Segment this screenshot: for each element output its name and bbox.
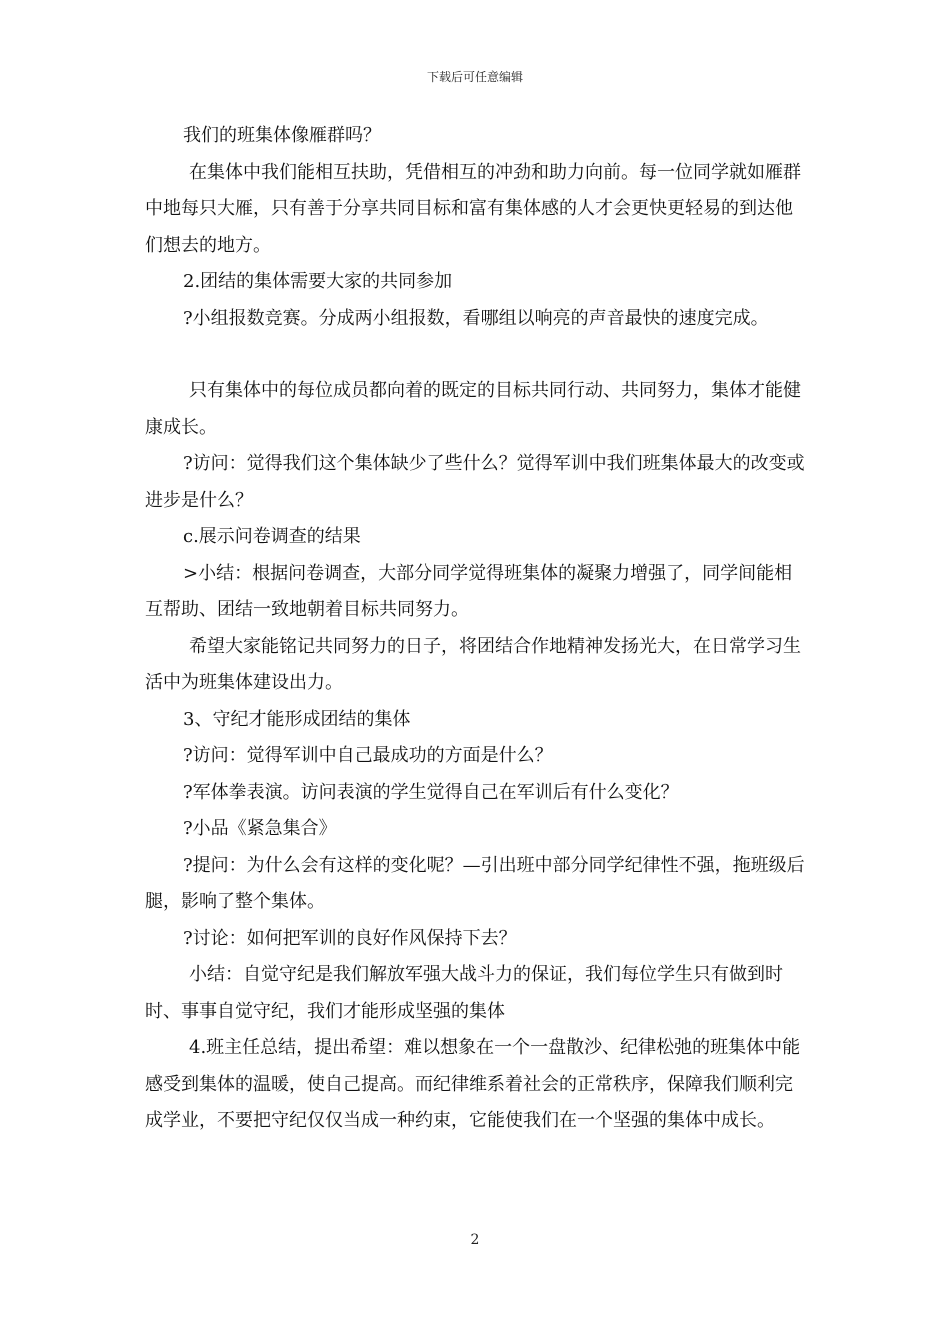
page-number: 2 (470, 1232, 480, 1248)
paragraph-interview-1: ?访问：觉得我们这个集体缺少了些什么？觉得军训中我们班集体最大的改变或进步是什么？ (145, 453, 805, 511)
paragraph-summary-1: >小结：根据问卷调查，大部分同学觉得班集体的凝聚力增强了，同学间能相互帮助、团结一致地朝着目标共同努力。 (145, 562, 793, 620)
section-heading-4: 4.班主任总结，提出希望：难以想象在一个一盘散沙、纪律松弛的班集体中能感受到集体的温暖，使自己提高。而纪律维系着社会的正常秩序，保障我们顺利完成学业，不要把守纪仅仅当成一种约束，它能使我们在一个坚强的集体中成长。 (145, 1037, 801, 1131)
paragraph-geese-analogy: 在集体中我们能相互扶助，凭借相互的冲劲和助力向前。每一位同学就如雁群中地每只大雁，只有善于分享共同目标和富有集体感的人才会更快更轻易的到达他们想去的地方。 (145, 161, 801, 256)
document-body (145, 118, 810, 1140)
section-heading-3: 3、守纪才能形成团结的集体 (183, 708, 411, 730)
blank-line (145, 337, 810, 373)
paragraph-skit: ?小品《紧急集合》 (183, 818, 337, 839)
paragraph-interview-2: ?访问：觉得军训中自己最成功的方面是什么？ (183, 745, 553, 766)
paragraph-common-goal: 只有集体中的每位成员都向着的既定的目标共同行动、共同努力，集体才能健康成长。 (145, 380, 801, 438)
paragraph-question-2: ?提问：为什么会有这样的变化呢？—引出班中部分同学纪律性不强，拖班级后腿，影响了整个集体。 (145, 854, 805, 912)
page-header: 下载后可任意编辑 (426, 70, 523, 84)
paragraph-discussion: ?讨论：如何把军训的良好作风保持下去？ (183, 927, 517, 949)
paragraph-counting-game: ?小组报数竞赛。分成两小组报数，看哪组以响亮的声音最快的速度完成。 (183, 307, 769, 329)
paragraph-summary-2: 小结：自觉守纪是我们解放军强大战斗力的保证，我们每位学生只有做到时时、事事自觉守纪，我们才能形成坚强的集体 (145, 964, 783, 1022)
section-heading-2: 2.团结的集体需要大家的共同参加 (183, 271, 453, 292)
paragraph-hope: 希望大家能铭记共同努力的日子，将团结合作地精神发扬光大，在日常学习生活中为班集体建设出力。 (145, 635, 801, 693)
paragraph-survey-results: c.展示问卷调查的结果 (183, 526, 361, 547)
paragraph-boxing-show: ?军体拳表演。访问表演的学生觉得自己在军训后有什么变化？ (183, 781, 679, 803)
paragraph-question: 我们的班集体像雁群吗？ (183, 125, 381, 146)
